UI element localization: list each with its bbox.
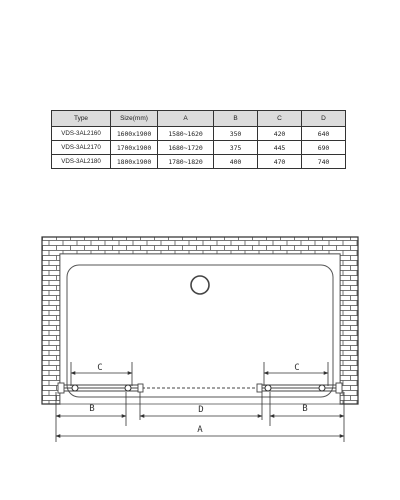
cell-size: 1800x1900	[111, 155, 158, 169]
header-a: A	[158, 111, 214, 127]
cell-size: 1700x1900	[111, 141, 158, 155]
cell-type: VDS-3AL2170	[52, 141, 111, 155]
cell-b: 350	[214, 127, 258, 141]
cell-d: 690	[302, 141, 346, 155]
cell-a: 1680~1720	[158, 141, 214, 155]
cell-size: 1600x1900	[111, 127, 158, 141]
header-c: C	[258, 111, 302, 127]
label-c-left: C	[97, 363, 103, 373]
cell-type: VDS-3AL2160	[52, 127, 111, 141]
label-b-left: B	[89, 404, 95, 414]
label-a: A	[197, 425, 203, 435]
header-d: D	[302, 111, 346, 127]
cell-b: 375	[214, 141, 258, 155]
label-d: D	[198, 405, 204, 415]
cell-c: 420	[258, 127, 302, 141]
cell-a: 1580~1620	[158, 127, 214, 141]
cell-c: 445	[258, 141, 302, 155]
cell-c: 470	[258, 155, 302, 169]
header-type: Type	[52, 111, 111, 127]
label-b-right: B	[302, 404, 308, 414]
cell-a: 1780~1820	[158, 155, 214, 169]
label-c-right: C	[294, 363, 300, 373]
cell-type: VDS-3AL2180	[52, 155, 111, 169]
header-b: B	[214, 111, 258, 127]
header-size: Size(mm)	[111, 111, 158, 127]
cell-d: 640	[302, 127, 346, 141]
cell-b: 400	[214, 155, 258, 169]
cell-d: 740	[302, 155, 346, 169]
